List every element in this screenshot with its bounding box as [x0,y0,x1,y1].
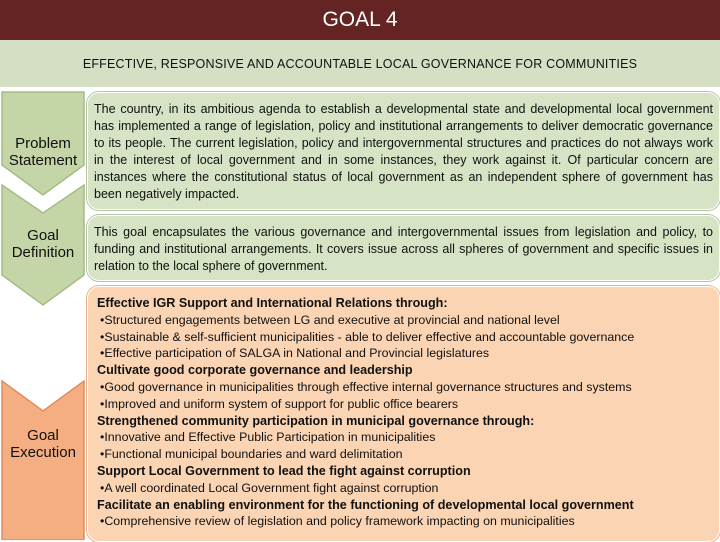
execution-bullet: • Innovative and Effective Public Participation in municipalities [97,429,713,446]
execution-bullet: • Comprehensive review of legislation and policy framework impacting on municipalities [97,513,713,530]
execution-bullet: • Effective participation of SALGA in National and Provincial legislatures [97,345,713,362]
goal-execution-box [87,286,720,542]
goal-definition-text: This goal encapsulates the various governance and intergovernmental issues from legislation and policy, to funding and institutional arrangements. It covers issue across all spheres of government and specific issues in relation to the local sphere of government. [94,225,713,273]
stage-label-goal-definition: Goal Definition [11,227,75,261]
execution-heading-igr: Effective IGR Support and International Relations through: [97,296,448,310]
execution-heading-enabling-environment: Facilitate an enabling environment for the functioning of developmental local government [97,497,634,512]
goal-definition-box [87,215,720,281]
execution-bullet: • Functional municipal boundaries and ward delimitation [97,446,713,463]
problem-statement-box [87,92,720,210]
execution-heading-governance: Cultivate good corporate governance and leadership [97,363,413,378]
slide-title-bar [0,0,720,40]
execution-bullet: • Improved and uniform system of support for public office bearers [97,396,713,413]
problem-statement-text: The country, in its ambitious agenda to establish a developmental state and developmental local government has implemented a range of legislation, policy and institutional arrangements to deliver democratic governance to its people. The current legislation, policy and intergovernmental structures and practices do not always work in the interest of local government and in some instances, they work against it. Of particular concern are instances where the constitutional status of local government as an independent sphere of government has been negatively impacted. [94,102,713,201]
slide-title: GOAL 4 [322,8,398,31]
stage-label-problem-statement: Problem Statement [8,135,78,169]
execution-heading-corruption: Support Local Government to lead the fight against corruption [97,463,471,478]
execution-bullet: • Good governance in municipalities through effective internal governance structures and systems [97,379,713,396]
execution-bullet: • A well coordinated Local Government fight against corruption [97,480,713,497]
goal-subtitle: EFFECTIVE, RESPONSIVE AND ACCOUNTABLE LOCAL GOVERNANCE FOR COMMUNITIES [0,40,720,87]
execution-heading-participation: Strengthened community participation in municipal governance through: [97,413,535,428]
execution-bullet: • Structured engagements between LG and executive at provincial and national level [97,312,713,329]
execution-bullet: • Sustainable & self-sufficient municipalities - able to deliver effective and accountable governance [97,329,713,346]
stage-label-goal-execution: Goal Execution [10,427,76,461]
